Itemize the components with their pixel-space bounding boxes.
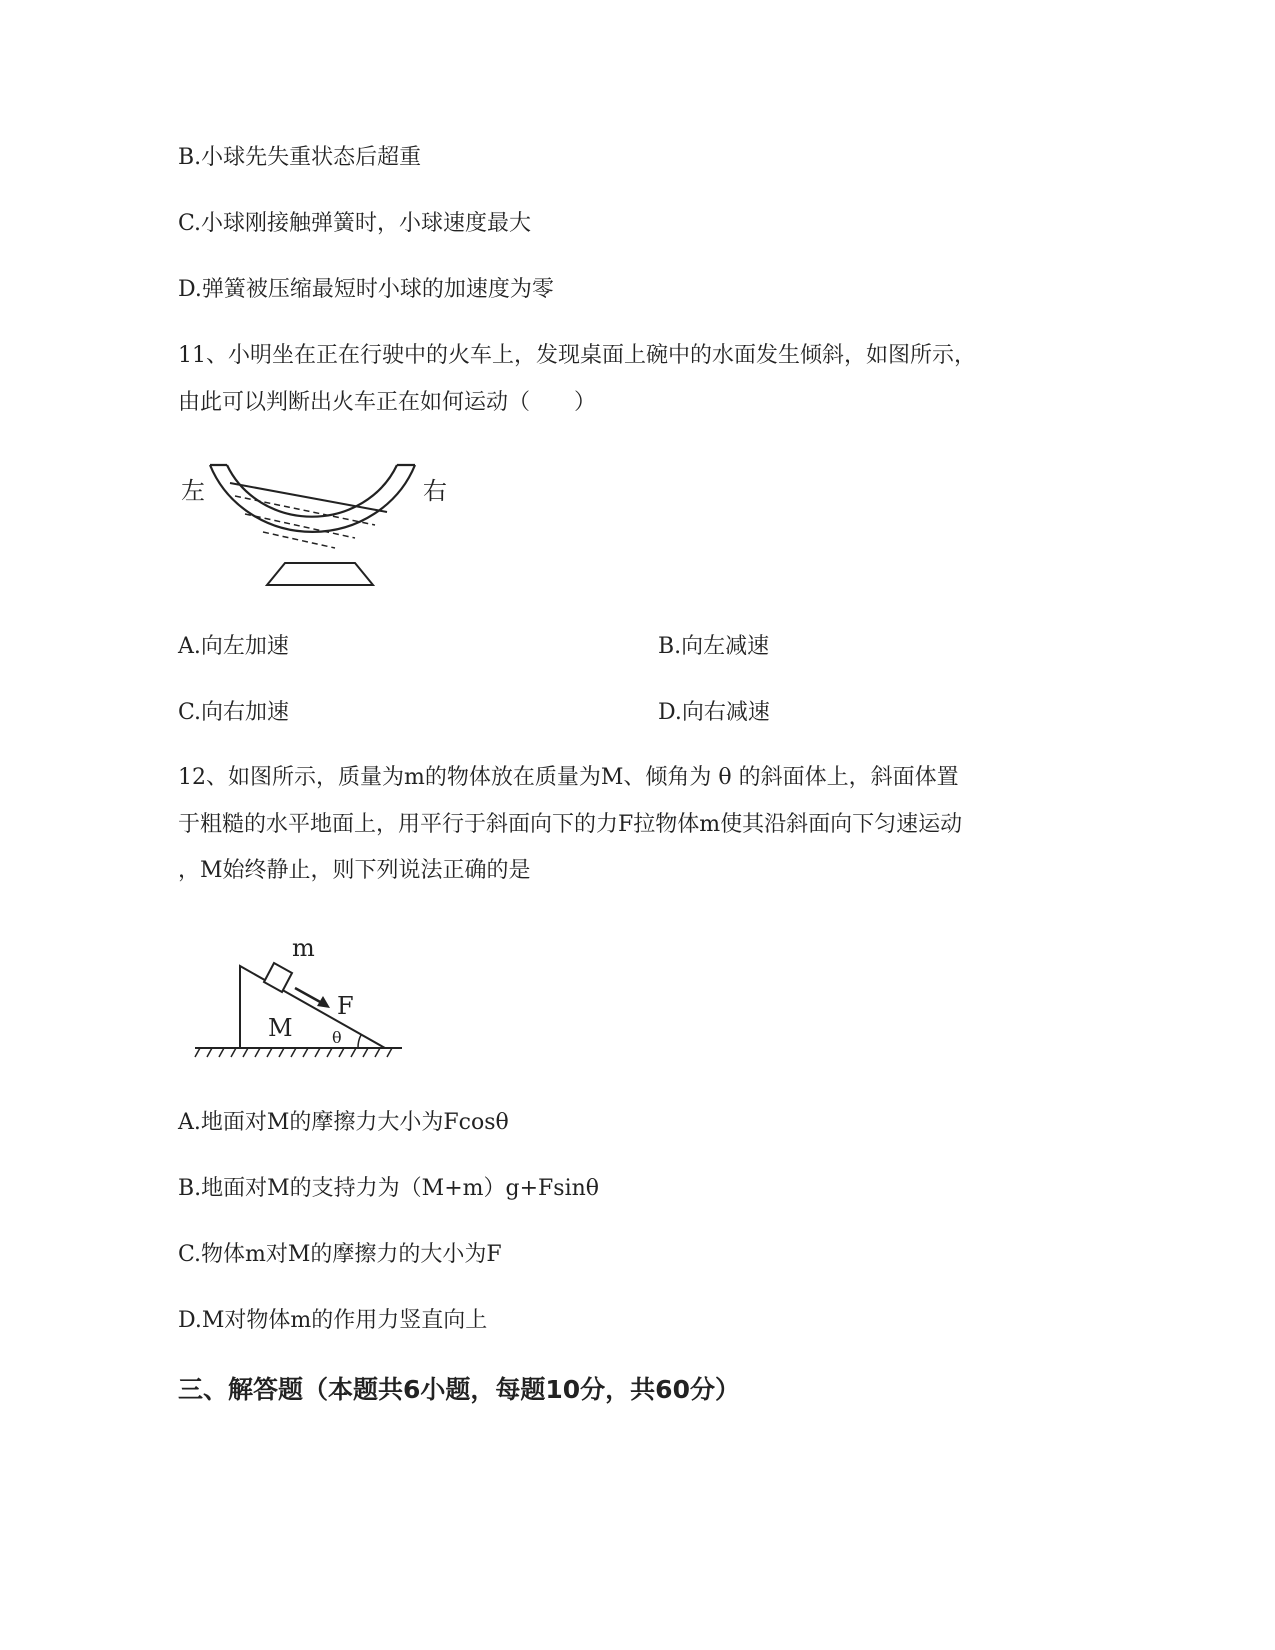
q11-option-d: D.向右减速 bbox=[658, 700, 770, 725]
incline-body bbox=[240, 966, 385, 1048]
force-arrow bbox=[295, 988, 322, 1003]
q11-stem-line2: 由此可以判断出火车正在如何运动（ ） bbox=[178, 390, 597, 415]
water-dash-line bbox=[235, 496, 375, 525]
left-label: 左 bbox=[181, 477, 205, 505]
q10-option-b: B.小球先失重状态后超重 bbox=[178, 145, 422, 170]
q12-stem-line3: ，M始终静止，则下列说法正确的是 bbox=[178, 858, 531, 883]
q12-option-a: A.地面对M的摩擦力大小为Fcosθ bbox=[178, 1110, 509, 1135]
ground-hatching bbox=[195, 1048, 392, 1057]
water-dash-line bbox=[263, 532, 335, 548]
q12-stem-line2: 于粗糙的水平地面上，用平行于斜面向下的力F拉物体m使其沿斜面向下匀速运动 bbox=[178, 812, 963, 837]
incline-mass-label: M bbox=[268, 1014, 293, 1042]
right-label: 右 bbox=[423, 477, 447, 505]
incline-figure bbox=[190, 930, 410, 1070]
q12-option-c: C.物体m对M的摩擦力的大小为F bbox=[178, 1242, 502, 1267]
angle-label: θ bbox=[332, 1028, 342, 1047]
q11-stem-line1: 11、小明坐在正在行驶中的火车上，发现桌面上碗中的水面发生倾斜，如图所示， bbox=[178, 343, 976, 368]
block-m bbox=[264, 963, 292, 992]
q10-option-d: D.弹簧被压缩最短时小球的加速度为零 bbox=[178, 277, 554, 302]
q12-option-b: B.地面对M的支持力为（M+m）g+Fsinθ bbox=[178, 1176, 600, 1201]
section3-heading: 三、解答题（本题共6小题，每题10分，共60分） bbox=[178, 1375, 740, 1404]
bowl-stand bbox=[267, 563, 373, 585]
q11-option-a: A.向左加速 bbox=[178, 634, 289, 659]
q11-option-b: B.向左减速 bbox=[658, 634, 770, 659]
q11-option-c: C.向右加速 bbox=[178, 700, 290, 725]
block-mass-label: m bbox=[292, 934, 315, 962]
q12-option-d: D.M对物体m的作用力竖直向上 bbox=[178, 1308, 488, 1333]
angle-arc bbox=[358, 1035, 361, 1048]
force-label: F bbox=[337, 992, 354, 1020]
bowl-figure bbox=[175, 455, 465, 595]
q10-option-c: C.小球刚接触弹簧时，小球速度最大 bbox=[178, 211, 532, 236]
q12-stem-line1: 12、如图所示，质量为m的物体放在质量为M、倾角为 θ 的斜面体上，斜面体置 bbox=[178, 765, 959, 790]
